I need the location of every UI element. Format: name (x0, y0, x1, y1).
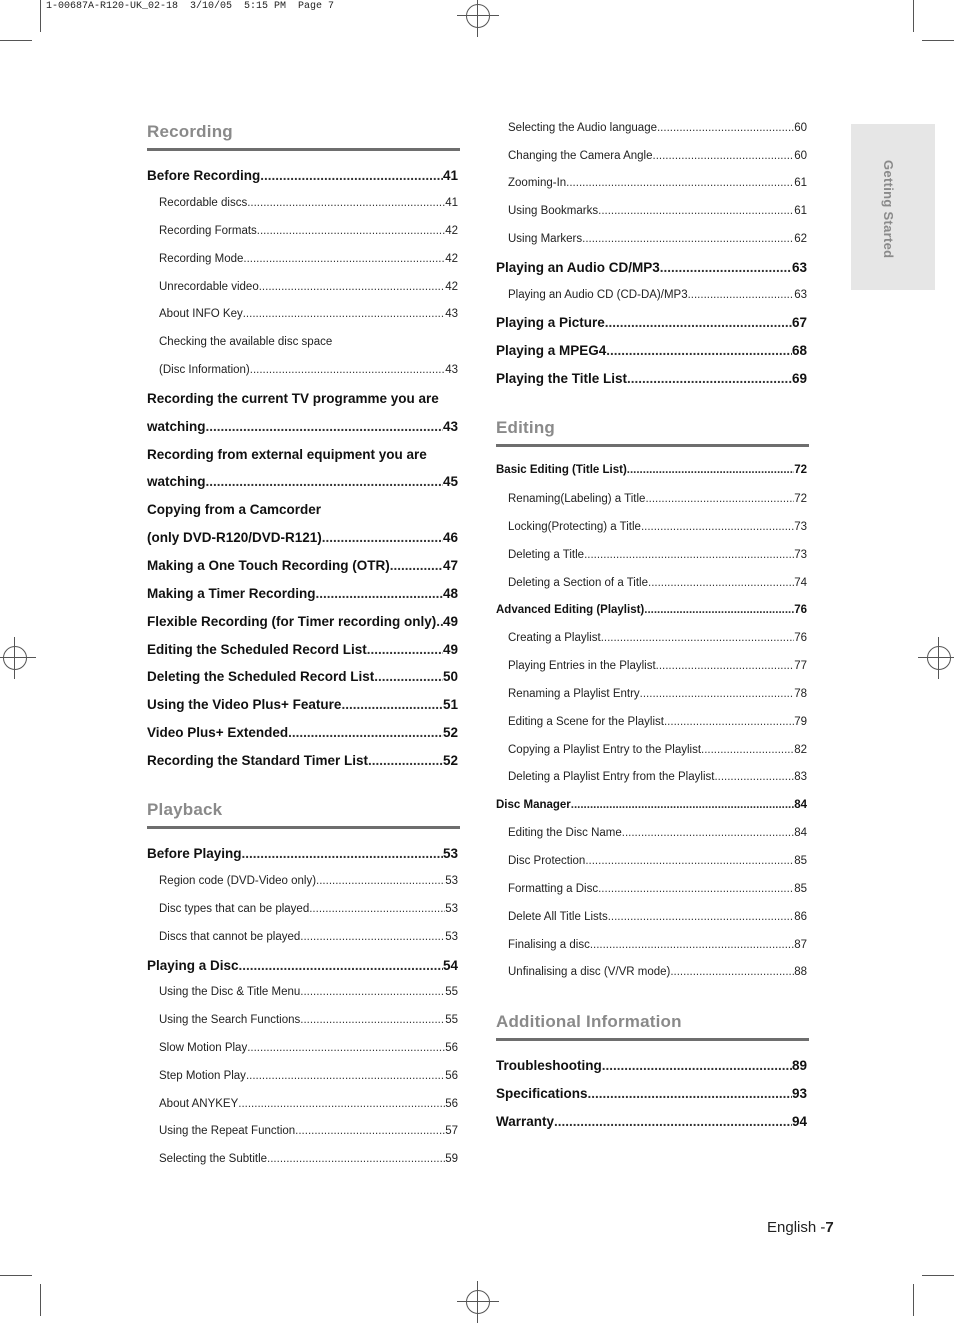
toc-entry-title: Recording Formats (159, 225, 257, 237)
toc-entry (159, 1153, 458, 1165)
dot-leader (648, 577, 794, 589)
toc-entry-page: 78 (794, 688, 807, 700)
toc-entry-page: 88 (794, 966, 807, 978)
toc-entry-title: Recording the Standard Timer List (147, 753, 369, 768)
dot-leader (584, 549, 794, 561)
toc-entry (147, 530, 458, 545)
section-rule (496, 1038, 809, 1041)
side-tab-label: Getting Started (881, 160, 896, 259)
toc-entry-page: 53 (445, 875, 458, 887)
toc-entry (496, 260, 807, 275)
crop-mark (913, 0, 914, 32)
toc-entry-title: About INFO Key (159, 308, 243, 320)
toc-entry-page: 73 (794, 521, 807, 533)
toc-entry-title: Specifications (496, 1086, 588, 1101)
crop-mark (0, 1275, 32, 1276)
toc-entry-page: 48 (442, 586, 458, 601)
toc-entry (147, 474, 458, 489)
toc-entry-page: 61 (794, 205, 807, 217)
toc-entry-title: Finalising a disc (508, 939, 590, 951)
toc-entry-page: 57 (445, 1125, 458, 1137)
dot-leader (664, 716, 794, 728)
toc-entry-title: Selecting the Subtitle (159, 1153, 268, 1165)
toc-entry-title: Video Plus+ Extended (147, 725, 289, 740)
toc-entry (508, 911, 807, 923)
dot-leader (602, 1058, 792, 1073)
toc-entry (508, 122, 807, 134)
toc-entry (496, 799, 807, 811)
toc-entry-page: 76 (794, 632, 807, 644)
toc-entry-title: Step Motion Play (159, 1070, 246, 1082)
toc-entry-page: 63 (791, 260, 807, 275)
toc-entry (508, 177, 807, 189)
toc-entry (147, 168, 458, 183)
dot-leader (260, 168, 443, 183)
dot-leader (243, 308, 445, 320)
dot-leader (670, 966, 794, 978)
toc-entry-title: Playing a Disc (147, 958, 239, 973)
dot-leader (316, 875, 445, 887)
dot-leader (622, 827, 794, 839)
dot-leader (714, 771, 794, 783)
toc-entry-page: 43 (445, 364, 458, 376)
dot-leader (640, 688, 795, 700)
toc-entry-page: 43 (442, 419, 458, 434)
toc-entry-page: 47 (442, 558, 458, 573)
toc-entry-page: 55 (445, 986, 458, 998)
dot-leader (605, 315, 792, 330)
toc-entry-page: 89 (791, 1058, 807, 1073)
toc-entry-title: Using the Repeat Function (159, 1125, 296, 1137)
toc-entry (496, 1058, 807, 1073)
dot-leader (300, 986, 445, 998)
toc-entry-page: 49 (442, 614, 458, 629)
registration-mark (466, 1290, 490, 1314)
toc-entry-page: 50 (442, 669, 458, 684)
toc-entry (147, 725, 458, 740)
toc-entry (159, 986, 458, 998)
toc-entry-title: Changing the Camera Angle (508, 150, 653, 162)
toc-entry (508, 521, 807, 533)
toc-entry-title: Disc Protection (508, 855, 586, 867)
toc-entry-page: 67 (791, 315, 807, 330)
toc-entry-title: Creating a Playlist (508, 632, 601, 644)
toc-entry (159, 197, 458, 209)
toc-entry-title: Copying a Playlist Entry to the Playlist (508, 744, 702, 756)
dot-leader (367, 642, 443, 657)
print-slug: 1-00687A-R120-UK_02-18 3/10/05 5:15 PM Page 7 (46, 1, 335, 12)
toc-entry-page: 63 (794, 289, 807, 301)
toc-entry-page: 52 (442, 725, 458, 740)
toc-entry-title: Warranty (496, 1114, 555, 1129)
page-number: 7 (825, 1219, 834, 1236)
toc-entry-title: Playing Entries in the Playlist (508, 660, 656, 672)
toc-entry-title: Playing an Audio CD/MP3 (496, 260, 660, 275)
dot-leader (341, 697, 443, 712)
toc-entry-title: Disc types that can be played (159, 903, 310, 915)
dot-leader (585, 855, 794, 867)
toc-entry-page: 94 (791, 1114, 807, 1129)
toc-entry-page: 82 (794, 744, 807, 756)
toc-entry-title: Flexible Recording (for Timer recording only) (147, 614, 437, 629)
toc-entry-title: Deleting a Title (508, 549, 585, 561)
dot-leader (701, 744, 794, 756)
dot-leader (627, 464, 794, 476)
toc-entry-title: Discs that cannot be played (159, 931, 301, 943)
toc-entry (508, 744, 807, 756)
toc-entry-page: 62 (794, 233, 807, 245)
dot-leader (239, 958, 443, 973)
dot-leader (656, 660, 795, 672)
toc-entry-page: 43 (445, 308, 458, 320)
toc-entry-title: Troubleshooting (496, 1058, 602, 1073)
section-title: Recording (147, 122, 233, 141)
toc-entry (159, 1098, 458, 1110)
dot-leader (571, 799, 794, 811)
toc-entry-title: Before Playing (147, 846, 242, 861)
toc-entry-page: 86 (794, 911, 807, 923)
dot-leader (588, 1086, 792, 1101)
toc-entry (496, 464, 807, 476)
dot-leader (653, 150, 795, 162)
toc-entry-page: 52 (442, 753, 458, 768)
toc-entry (159, 875, 458, 887)
toc-entry-page: 73 (794, 549, 807, 561)
toc-entry (147, 558, 458, 573)
dot-leader (606, 343, 792, 358)
toc-entry-title: Deleting a Section of a Title (508, 577, 648, 589)
toc-entry (508, 827, 807, 839)
toc-entry (496, 1086, 807, 1101)
toc-entry-title: Using the Disc & Title Menu (159, 986, 301, 998)
toc-entry-page: 53 (445, 931, 458, 943)
toc-entry-page: 68 (791, 343, 807, 358)
toc-entry-title: Recordable discs (159, 197, 248, 209)
toc-entry (159, 308, 458, 320)
toc-entry (159, 1014, 458, 1026)
toc-entry-page: 46 (442, 530, 458, 545)
toc-entry (508, 771, 807, 783)
crop-mark (922, 40, 954, 41)
toc-entry-page: 83 (794, 771, 807, 783)
dot-leader (644, 604, 794, 616)
dot-leader (598, 205, 794, 217)
toc-entry-page: 77 (794, 660, 807, 672)
toc-entry-title: Region code (DVD-Video only) (159, 875, 317, 887)
dot-leader (566, 177, 794, 189)
toc-entry (147, 958, 458, 973)
toc-entry-page: 93 (791, 1086, 807, 1101)
toc-entry (147, 642, 458, 657)
toc-entry (147, 753, 458, 768)
dot-leader (627, 371, 792, 386)
dot-leader (267, 1153, 445, 1165)
toc-entry-page: 53 (445, 903, 458, 915)
dot-leader (247, 1042, 445, 1054)
toc-entry-page: 69 (791, 371, 807, 386)
dot-leader (554, 1114, 792, 1129)
registration-mark (3, 646, 27, 670)
registration-mark (927, 646, 951, 670)
dot-leader (641, 521, 794, 533)
dot-leader (374, 669, 443, 684)
dot-leader (601, 632, 795, 644)
toc-entry-title: Advanced Editing (Playlist) (496, 604, 645, 616)
dot-leader (288, 725, 443, 740)
toc-entry (159, 1070, 458, 1082)
toc-entry-title: Using the Video Plus+ Feature (147, 697, 342, 712)
toc-entry-title: Renaming(Labeling) a Title (508, 493, 646, 505)
toc-entry-title: watching (147, 419, 206, 434)
dot-leader (250, 364, 445, 376)
dot-leader (368, 753, 443, 768)
toc-entry-title: Zooming-In (508, 177, 567, 189)
toc-entry (508, 855, 807, 867)
crop-mark (40, 0, 41, 32)
toc-entry-page: 56 (445, 1098, 458, 1110)
toc-entry-page: 84 (794, 827, 807, 839)
section-title: Playback (147, 800, 223, 819)
toc-entry (496, 1114, 807, 1129)
toc-entry-page: 85 (794, 855, 807, 867)
dot-leader (660, 260, 792, 275)
toc-entry-page: 53 (442, 846, 458, 861)
toc-entry-title: Making a One Touch Recording (OTR) (147, 558, 390, 573)
dot-leader (242, 846, 443, 861)
toc-entry-title: Formatting a Disc (508, 883, 599, 895)
toc-entry (508, 233, 807, 245)
toc-entry-page: 87 (794, 939, 807, 951)
toc-entry (508, 660, 807, 672)
toc-entry (159, 931, 458, 943)
section-rule (147, 826, 460, 829)
toc-entry-title: Playing a Picture (496, 315, 605, 330)
toc-entry-title: Locking(Protecting) a Title (508, 521, 641, 533)
toc-entry (508, 688, 807, 700)
toc-entry-title: Before Recording (147, 168, 261, 183)
dot-leader (598, 883, 794, 895)
toc-entry-title: Selecting the Audio language (508, 122, 657, 134)
toc-entry-page: 84 (794, 799, 807, 811)
crop-mark (913, 1284, 914, 1316)
dot-leader (295, 1125, 445, 1137)
footer-language: English - (767, 1219, 826, 1236)
toc-entry-title: (only DVD-R120/DVD-R121) (147, 530, 322, 545)
toc-entry-title: Using Markers (508, 233, 583, 245)
toc-entry-title: Renaming a Playlist Entry (508, 688, 640, 700)
toc-entry-title: Unrecordable video (159, 281, 259, 293)
section-rule (147, 148, 460, 151)
toc-entry-page: 72 (794, 464, 807, 476)
toc-entry-page: 60 (794, 122, 807, 134)
toc-entry-title: Using Bookmarks (508, 205, 599, 217)
dot-leader (300, 931, 445, 943)
toc-entry-page: 55 (445, 1014, 458, 1026)
toc-entry (159, 281, 458, 293)
toc-entry (496, 604, 807, 616)
dot-leader (657, 122, 794, 134)
toc-entry-page: 56 (445, 1042, 458, 1054)
toc-entry (159, 253, 458, 265)
dot-leader (247, 197, 445, 209)
toc-entry-title: Recording from external equipment you are (147, 447, 427, 462)
dot-leader (246, 1070, 445, 1082)
toc-entry (159, 364, 458, 376)
dot-leader (206, 474, 443, 489)
section-rule (496, 444, 809, 447)
toc-entry-title: Deleting a Playlist Entry from the Playlist (508, 771, 715, 783)
registration-mark (466, 4, 490, 28)
dot-leader (582, 233, 794, 245)
dot-leader (688, 289, 795, 301)
toc-entry (508, 150, 807, 162)
toc-entry (147, 586, 458, 601)
toc-entry-page: 61 (794, 177, 807, 189)
toc-entry-title: Playing an Audio CD (CD-DA)/MP3 (508, 289, 688, 301)
dot-leader (309, 903, 445, 915)
toc-entry-title: Using the Search Functions (159, 1014, 301, 1026)
toc-entry (147, 614, 458, 629)
toc-entry (159, 1125, 458, 1137)
toc-entry-title: Editing a Scene for the Playlist (508, 716, 664, 728)
toc-entry (496, 315, 807, 330)
toc-entry (496, 343, 807, 358)
crop-mark (922, 1275, 954, 1276)
toc-entry-page: 49 (442, 642, 458, 657)
side-tab (851, 124, 935, 290)
toc-entry-title: Deleting the Scheduled Record List (147, 669, 375, 684)
toc-entry-page: 59 (445, 1153, 458, 1165)
dot-leader (590, 939, 794, 951)
toc-entry (508, 716, 807, 728)
toc-entry (159, 903, 458, 915)
toc-entry-title: Basic Editing (Title List) (496, 464, 627, 476)
toc-entry (508, 549, 807, 561)
toc-entry (508, 883, 807, 895)
toc-entry-page: 60 (794, 150, 807, 162)
dot-leader (238, 1098, 445, 1110)
dot-leader (206, 419, 443, 434)
toc-entry (159, 225, 458, 237)
toc-entry-title: (Disc Information) (159, 364, 250, 376)
toc-entry-page: 41 (445, 197, 458, 209)
toc-entry-page: 42 (445, 253, 458, 265)
toc-entry-page: 42 (445, 225, 458, 237)
toc-entry-title: Delete All Title Lists (508, 911, 608, 923)
toc-entry (508, 289, 807, 301)
toc-entry-title: Disc Manager (496, 799, 571, 811)
toc-entry (508, 966, 807, 978)
toc-entry-title: Unfinalising a disc (V/VR mode) (508, 966, 671, 978)
toc-entry (147, 846, 458, 861)
toc-entry-page: 76 (794, 604, 807, 616)
toc-entry-page: 74 (794, 577, 807, 589)
toc-entry-title: Recording the current TV programme you are (147, 391, 439, 406)
toc-entry (508, 493, 807, 505)
toc-entry-page: 42 (445, 281, 458, 293)
toc-entry (508, 577, 807, 589)
toc-entry-title: About ANYKEY (159, 1098, 239, 1110)
toc-entry-title: Checking the available disc space (159, 336, 333, 348)
toc-entry-page: 72 (794, 493, 807, 505)
toc-entry-page: 45 (442, 474, 458, 489)
toc-entry-title: Slow Motion Play (159, 1042, 248, 1054)
toc-entry (496, 371, 807, 386)
toc-entry (147, 697, 458, 712)
dot-leader (322, 530, 443, 545)
toc-entry-title: Playing the Title List (496, 371, 628, 386)
toc-entry (508, 205, 807, 217)
toc-entry (508, 632, 807, 644)
section-title: Additional Information (496, 1012, 682, 1031)
crop-mark (0, 40, 32, 41)
toc-entry-title: Copying from a Camcorder (147, 502, 322, 517)
toc-entry (508, 939, 807, 951)
toc-entry-title: Making a Timer Recording (147, 586, 316, 601)
dot-leader (608, 911, 794, 923)
dot-leader (436, 614, 443, 629)
toc-entry-page: 85 (794, 883, 807, 895)
toc-entry-title: watching (147, 474, 206, 489)
crop-mark (40, 1284, 41, 1316)
toc-entry-title: Editing the Scheduled Record List (147, 642, 367, 657)
toc-entry (147, 419, 458, 434)
toc-entry-page: 54 (442, 958, 458, 973)
dot-leader (259, 281, 445, 293)
toc-entry-title: Playing a MPEG4 (496, 343, 607, 358)
dot-leader (243, 253, 445, 265)
section-title: Editing (496, 418, 555, 437)
toc-entry-title: Editing the Disc Name (508, 827, 622, 839)
toc-entry-page: 56 (445, 1070, 458, 1082)
dot-leader (390, 558, 443, 573)
toc-entry (159, 1042, 458, 1054)
toc-entry-page: 79 (794, 716, 807, 728)
dot-leader (316, 586, 443, 601)
dot-leader (257, 225, 445, 237)
toc-entry-page: 41 (442, 168, 458, 183)
toc-entry-title: Recording Mode (159, 253, 244, 265)
toc-entry (147, 669, 458, 684)
toc-entry-page: 51 (442, 697, 458, 712)
dot-leader (645, 493, 794, 505)
dot-leader (300, 1014, 445, 1026)
page-footer (767, 1219, 834, 1236)
